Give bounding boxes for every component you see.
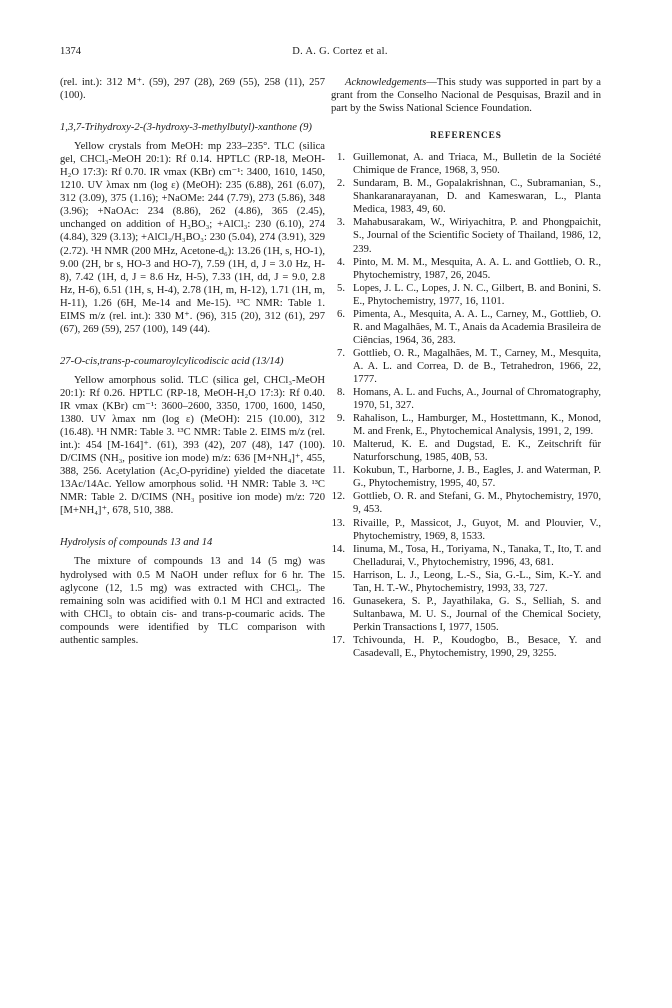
spectral-data-continued: (rel. int.): 312 M⁺. (59), 297 (28), 269 (55), 258 (11), 257 (100). (60, 77, 325, 102)
reference-text: Homans, A. L. and Fuchs, A., Journal of Chromatography, 1970, 51, 327. (353, 387, 601, 412)
reference-item (331, 216, 601, 255)
reference-text: Rivaille, P., Massicot, J., Guyot, M. and Plouvier, V., Phytochemistry, 1969, 8, 1533. (353, 517, 601, 542)
reference-number: 9. (337, 413, 345, 425)
reference-text: Pinto, M. M. M., Mesquita, A. A. L. and Gottlieb, O. R., Phytochemistry, 1987, 26, 2045. (353, 256, 601, 281)
compound-9-description: Yellow crystals from MeOH: mp 233–235°. TLC (silica gel, CHCl₃-MeOH 20:1): Rf 0.14. HPTLC (RP-18, MeOH-H₂O 17:3): Rf 0.70. IR νmax (KBr) cm⁻¹: 3400, 1610, 1450, 1210. UV λmax nm (log ε) (MeOH): 235 (6.88), 261 (6.07), 312 (3.09), 375 (1.16); +NaOMe: 244 (7.79), 273 (5.86), 348 (3.96); +NaOAc: 234 (8.86), 262 (4.86), 365 (2.45), unchanged on addition of H₃BO₃; +AlCl₃: 230 (6.10), 274 (4.84), 329 (3.13); +AlCl₃/H₃BO₃: 230 (5.04), 274 (3.91), 329 (2.72). ¹H NMR (200 MHz, Acetone-d₆): 13.26 (1H, s, HO-1), 9.00 (2H, br s, HO-3 and HO-7), 7.59 (1H, d, J = 3.0 Hz, H-8), 7.42 (1H, d, J = 8.6 Hz, H-5), 7.33 (1H, dd, J = 9.0, 2.8 Hz, H-6), 6.51 (1H, s, H-4), 2.78 (1H, m, H-12), 1.71 (1H, m, H-11), 1.26 (6H, Me-14 and Me-15). ¹³C NMR: Table 1. EIMS m/z (rel. int.): 330 M⁺. (96), 315 (20), 312 (61), 297 (67), 269 (59), 257 (100), 149 (44). (60, 141, 325, 335)
reference-number: 4. (337, 256, 345, 268)
reference-text: Harrison, L. J., Leong, L.-S., Sia, G.-L., Sim, K.-Y. and Tan, H. T.-W., Phytochemistry, 1993, 33, 727. (353, 569, 601, 594)
acknowledgements-text: —This study was supported in part by a grant from the Conselho Nacional de Pesquisas, Brazil and in part by the Swiss National Science Foundation. (331, 77, 601, 115)
reference-text: Gunasekera, S. P., Jayathilaka, G. S., Selliah, S. and Sultanbawa, M. U. S., Journal of the Chemical Society, Perkin Transactions I, 1977, 1505. (353, 595, 601, 633)
hydrolysis-description: The mixture of compounds 13 and 14 (5 mg) was hydrolysed with 0.5 M NaOH under reflux for 6 hr. The aglycone (12, 1.5 mg) was extracted with CHCl₃. The remaining soln was acidified with 0.1 M HCl and extracted with CHCl₃ to obtain cis- and trans-p-coumaric acids. The compounds were identified by TLC comparison with authentic samples. (60, 556, 325, 646)
reference-text: Sundaram, B. M., Gopalakrishnan, C., Subramanian, S., Shankaranarayanan, D. and Kameswaran, L., Planta Medica, 1983, 49, 60. (353, 178, 601, 216)
reference-text: Lopes, J. L. C., Lopes, J. N. C., Gilbert, B. and Bonini, S. E., Phytochemistry, 1977, 16, 1101. (353, 282, 601, 307)
reference-number: 5. (337, 282, 345, 294)
reference-item (331, 386, 601, 412)
reference-item (331, 595, 601, 634)
compound-9-heading: 1,3,7-Trihydroxy-2-(3-hydroxy-3-methylbutyl)-xanthone (9) (60, 122, 312, 134)
reference-item (331, 256, 601, 282)
reference-number: 13. (331, 517, 345, 529)
reference-number: 17. (331, 634, 345, 646)
reference-text: Rahalison, L., Hamburger, M., Hostettmann, K., Monod, M. and Frenk, E., Phytochemical Analysis, 1991, 2, 199. (353, 413, 601, 438)
hydrolysis-heading: Hydrolysis of compounds 13 and 14 (60, 537, 213, 549)
reference-number: 3. (337, 217, 345, 229)
reference-number: 1. (337, 152, 345, 164)
reference-number: 12. (331, 491, 345, 503)
reference-item (331, 412, 601, 438)
reference-item (331, 569, 601, 595)
reference-number: 15. (331, 569, 345, 581)
right-column (331, 76, 601, 660)
reference-item (331, 347, 601, 386)
reference-item (331, 543, 601, 569)
reference-item (331, 634, 601, 660)
acknowledgements-label: Acknowledgements (345, 77, 427, 88)
reference-number: 6. (337, 308, 345, 320)
reference-text: Guillemonat, A. and Triaca, M., Bulletin de la Société Chimique de France, 1968, 3, 950. (353, 152, 601, 177)
reference-item (331, 308, 601, 347)
acknowledgements (331, 76, 601, 115)
reference-text: Gottlieb, O. R., Magalhães, M. T., Carney, M., Mesquita, A. A. L. and Correa, D. de B., Tetrahedron, 1966, 22, 1777. (353, 347, 601, 385)
reference-text: Malterud, K. E. and Dugstad, E. K., Zeitschrift für Naturforschung, 1985, 40B, 53. (353, 439, 601, 464)
running-title: D. A. G. Cortez et al. (292, 46, 388, 57)
reference-text: Iinuma, M., Tosa, H., Toriyama, N., Tanaka, T., Ito, T. and Chelladurai, V., Phytochemistry, 1996, 43, 681. (353, 543, 601, 568)
reference-number: 16. (331, 595, 345, 607)
reference-item (331, 151, 601, 177)
page-number: 1374 (60, 46, 81, 57)
references-heading: REFERENCES (430, 130, 502, 141)
reference-item (331, 464, 601, 490)
reference-item (331, 438, 601, 464)
reference-item (331, 282, 601, 308)
reference-item (331, 177, 601, 216)
reference-item (331, 490, 601, 516)
reference-number: 2. (337, 178, 345, 190)
reference-text: Mahabusarakam, W., Wiriyachitra, P. and Phongpaichit, S., Journal of the Scientific Society of Thailand, 1986, 12, 239. (353, 217, 601, 255)
left-column (60, 76, 325, 647)
reference-text: Kokubun, T., Harborne, J. B., Eagles, J. and Waterman, P. G., Phytochemistry, 1995, 40, 57. (353, 465, 601, 490)
compound-13-14-heading: 27-O-cis,trans-p-coumaroylcylicodiscic acid (13/14) (60, 355, 284, 367)
reference-number: 10. (331, 439, 345, 451)
reference-number: 11. (332, 465, 345, 477)
reference-number: 14. (331, 543, 345, 555)
reference-number: 7. (337, 347, 345, 359)
page-header (60, 46, 620, 62)
reference-item (331, 517, 601, 543)
compound-13-14-description: Yellow amorphous solid. TLC (silica gel, CHCl₃-MeOH 20:1): Rf 0.26. HPTLC (RP-18, MeOH-H₂O 17:3): Rf 0.40. IR νmax (KBr) cm⁻¹: 3600–2600, 3350, 1700, 1600, 1450, 1380. UV λmax nm (log ε) (MeOH): 215 (10.00), 312 (16.48). ¹H NMR: Table 3. ¹³C NMR: Table 2. EIMS m/z (rel. int.): 454 [M-164]⁺. (61), 393 (42), 207 (48), 147 (100). D/CIMS (NH₃, positive ion mode) m/z: 636 [M+NH₄]⁺, 455, 388, 256. Acetylation (Ac₂O-pyridine) yielded the diacetate 13Ac/14Ac. Yellow amorphous solid. ¹H NMR: Table 3. ¹³C NMR: Table 2. D/CIMS (NH₃ positive ion mode) m/z: 720 [M+NH₄]⁺, 678, 510, 388. (60, 374, 325, 517)
reference-text: Gottlieb, O. R. and Stefani, G. M., Phytochemistry, 1970, 9, 453. (353, 491, 601, 516)
reference-text: Pimenta, A., Mesquita, A. A. L., Carney, M., Gottlieb, O. R. and Magalhães, M. T., Anais da Academia Brasileira de Ciências, 1964, 36, 283. (353, 308, 601, 346)
references-list (331, 151, 601, 660)
reference-text: Tchivounda, H. P., Koudogbo, B., Besace, Y. and Casadevall, E., Phytochemistry, 1990, 29, 3255. (353, 634, 601, 659)
reference-number: 8. (337, 387, 345, 399)
